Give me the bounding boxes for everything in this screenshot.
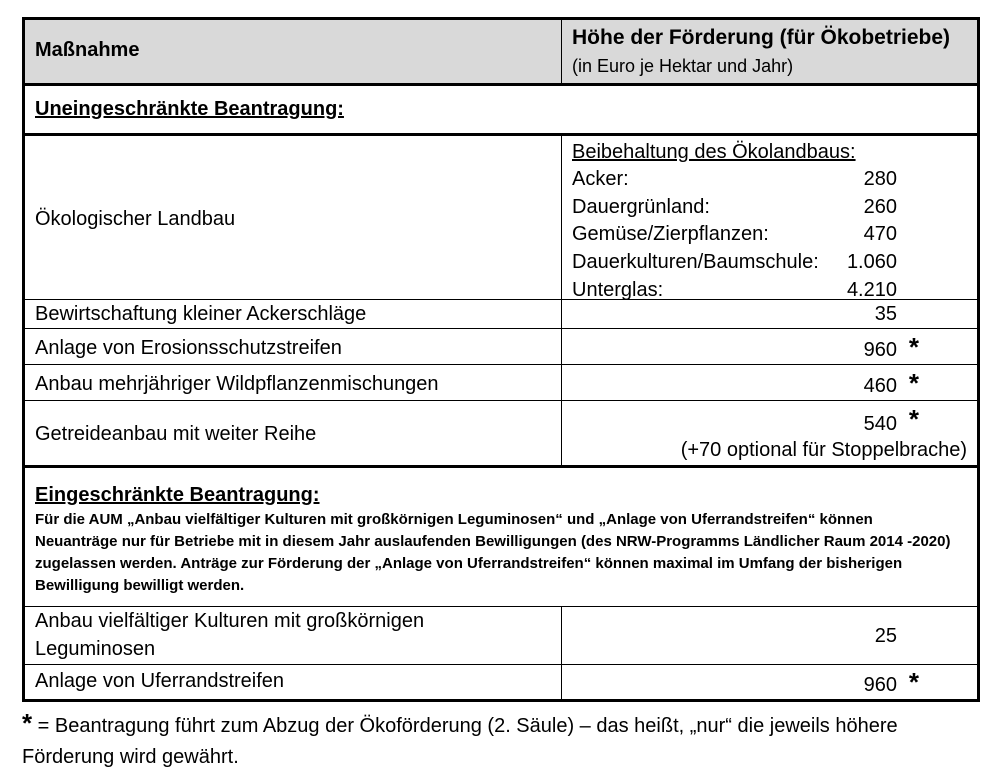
measure-name: Anlage von Uferrandstreifen: [35, 670, 285, 692]
measure-name: Anbau vielfältiger Kulturen mit großkörnigen: [35, 610, 425, 632]
amount-value: 960: [863, 339, 897, 361]
amount-value: 960: [863, 674, 897, 696]
oeko-item-label: Dauerkulturen/Baumschule:: [572, 251, 819, 273]
measure-name-cont: Leguminosen: [35, 638, 156, 660]
amount-extra-note: (+70 optional für Stoppelbrache): [680, 439, 967, 461]
oeko-item-value: 280: [863, 168, 897, 190]
footnote-text: = Beantragung führt zum Abzug der Ökoförderung (2. Säule) – das heißt, „nur“ die jeweils höhere Förderung wird gewährt.: [22, 715, 898, 768]
oeko-subtitle: Beibehaltung des Ökolandbaus:: [572, 141, 856, 163]
section-unrestricted: [25, 83, 977, 133]
table-row: [25, 364, 977, 400]
table-header: [25, 20, 977, 83]
funding-table: [22, 17, 980, 702]
header-col-measure: Maßnahme: [35, 39, 140, 61]
amount-value: 35: [874, 303, 897, 325]
measure-name: Bewirtschaftung kleiner Ackerschläge: [35, 303, 367, 325]
asterisk-marker: *: [908, 368, 919, 398]
asterisk-marker: *: [908, 667, 919, 697]
amount-value: 25: [874, 625, 897, 647]
section-title: Eingeschränkte Beantragung:: [35, 484, 320, 506]
measure-name: Anbau mehrjähriger Wildpflanzenmischungen: [35, 373, 439, 395]
amount-value: 540: [863, 413, 897, 435]
table-row: [25, 664, 977, 702]
table-row: [25, 606, 977, 664]
oeko-item-value: 470: [863, 223, 897, 245]
oeko-item-value: 4.210: [846, 279, 897, 301]
asterisk-marker: *: [908, 404, 919, 434]
section-title: Uneingeschränkte Beantragung:: [35, 98, 344, 120]
header-col-amount: Höhe der Förderung (für Ökobetriebe): [572, 26, 951, 49]
table-row: [25, 299, 977, 328]
oeko-item-value: 1.060: [846, 251, 897, 273]
oeko-item-label: Unterglas:: [572, 279, 664, 301]
footnote-asterisk: *: [22, 708, 33, 738]
table-row: [25, 400, 977, 465]
oeko-item-label: Gemüse/Zierpflanzen:: [572, 223, 769, 245]
footnote: [22, 708, 982, 773]
asterisk-marker: *: [908, 332, 919, 362]
measure-name: Anlage von Erosionsschutzstreifen: [35, 337, 342, 359]
amount-value: 460: [863, 375, 897, 397]
section-restricted: [25, 465, 977, 606]
measure-name: Getreideanbau mit weiter Reihe: [35, 423, 317, 445]
oeko-item-label: Acker:: [572, 168, 629, 190]
header-col-amount-unit: (in Euro je Hektar und Jahr): [572, 56, 794, 76]
table-row-oeko: [25, 133, 977, 299]
oeko-item-value: 260: [863, 196, 897, 218]
oeko-item-label: Dauergrünland:: [572, 196, 710, 218]
table-row: [25, 328, 977, 364]
section-note: Für die AUM „Anbau vielfältiger Kulturen mit großkörnigen Leguminosen“ und „Anlage von Uferrandstreifen“ können Neuanträge nur für Betriebe mit in diesem Jahr auslaufenden Bewilligungen (des NRW-Programms Ländlicher Raum 2014 -2020) zugelassen werden. Anträge zur Förderung der „Anlage von Uferrandstreifen“ können maximal im Umfang der bisherigen Bewilligung bewilligt werden.: [35, 511, 951, 594]
measure-name: Ökologischer Landbau: [35, 208, 236, 230]
